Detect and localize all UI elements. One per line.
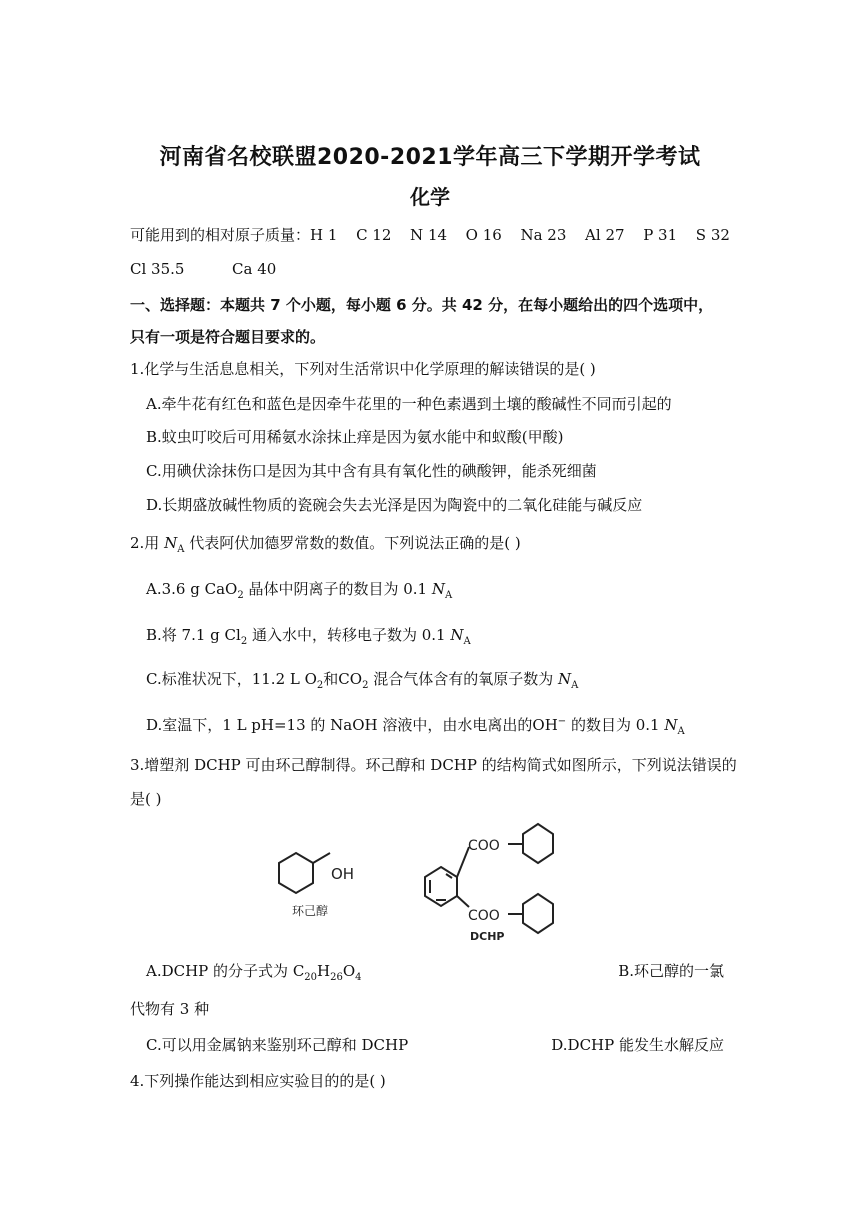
section-heading-line2: 只有一项是符合题目要求的。	[130, 328, 326, 346]
mass-item: O 16	[465, 226, 502, 244]
section-heading-line1: 一、选择题：本题共 7 个小题，每小题 6 分。共 42 分，在每小题给出的四个选项中，	[130, 296, 714, 314]
cyclohexanol-label: 环己醇	[292, 904, 329, 918]
q1-option-b: B.蚊虫叮咬后可用稀氨水涂抹止痒是因为氨水能中和蚁酸(甲酸)	[146, 428, 564, 446]
q1-stem: 1.化学与生活息息相关，下列对生活常识中化学原理的解读错误的是( )	[130, 360, 596, 378]
q3-option-c: C.可以用金属钠来鉴别环己醇和 DCHP	[146, 1036, 409, 1054]
q2-option-a: A.3.6 g CaO$_2$ 晶体中阴离子的数目为 0.1 $N_A$	[146, 580, 453, 601]
dchp-label: DCHP	[470, 930, 505, 943]
q3-option-b-part2: 代物有 3 种	[130, 1000, 210, 1018]
q3-option-a: A.DCHP 的分子式为 $C_{20}H_{26}O_4$	[146, 962, 362, 983]
q4-stem: 4.下列操作能达到相应实验目的的是( )	[130, 1072, 386, 1090]
q2-option-d: D.室温下，1 L pH=13 的 NaOH 溶液中，由水电离出的OH− 的数目为 0.1 $N_A$	[146, 716, 685, 737]
coo-label-top: COO	[468, 838, 500, 854]
mass-item: C 12	[356, 226, 392, 244]
q3-option-b-part1: B.环己醇的一氯	[618, 962, 724, 980]
atomic-masses-line2	[130, 258, 276, 280]
structure-figure	[270, 812, 570, 948]
mass-item: P 31	[643, 226, 678, 244]
masses-label: 可能用到的相对原子质量：H 1	[130, 226, 338, 244]
atomic-masses-line1	[130, 224, 730, 246]
mass-item: N 14	[410, 226, 448, 244]
exam-title: 河南省名校联盟2020-2021学年高三下学期开学考试	[159, 145, 701, 170]
q3-stem-line1: 3.增塑剂 DCHP 可由环己醇制得。环己醇和 DCHP 的结构简式如图所示，下列说法错误的	[130, 756, 737, 774]
mass-item: Al 27	[585, 226, 625, 244]
mass-item: Na 23	[520, 226, 567, 244]
mass-item: Ca 40	[232, 260, 277, 278]
q1-option-a: A.牵牛花有红色和蓝色是因牵牛花里的一种色素遇到土壤的酸碱性不同而引起的	[146, 395, 672, 413]
mass-item: S 32	[695, 226, 730, 244]
q2-option-c: C.标准状况下，11.2 L $O_2$和$CO_2$ 混合气体含有的氧原子数为 $N_A$	[146, 670, 579, 691]
coo-label-bottom: COO	[468, 908, 500, 924]
mass-item: Cl 35.5	[130, 260, 185, 278]
cyclohexanol-structure	[279, 853, 330, 893]
q2-stem: 2.用 $N_A$ 代表阿伏加德罗常数的数值。下列说法正确的是( )	[130, 534, 521, 555]
q2-option-b: B.将 7.1 g $Cl_2$ 通入水中，转移电子数为 0.1 $N_A$	[146, 626, 471, 647]
q1-option-c: C.用碘伏涂抹伤口是因为其中含有具有氧化性的碘酸钾，能杀死细菌	[146, 462, 597, 480]
oh-label: OH	[331, 865, 355, 883]
q3-option-d: D.DCHP 能发生水解反应	[551, 1036, 724, 1054]
exam-subject: 化学	[410, 185, 450, 209]
q3-stem-line2: 是( )	[130, 790, 162, 808]
q1-option-d: D.长期盛放碱性物质的瓷碗会失去光泽是因为陶瓷中的二氧化硅能与碱反应	[146, 496, 643, 514]
